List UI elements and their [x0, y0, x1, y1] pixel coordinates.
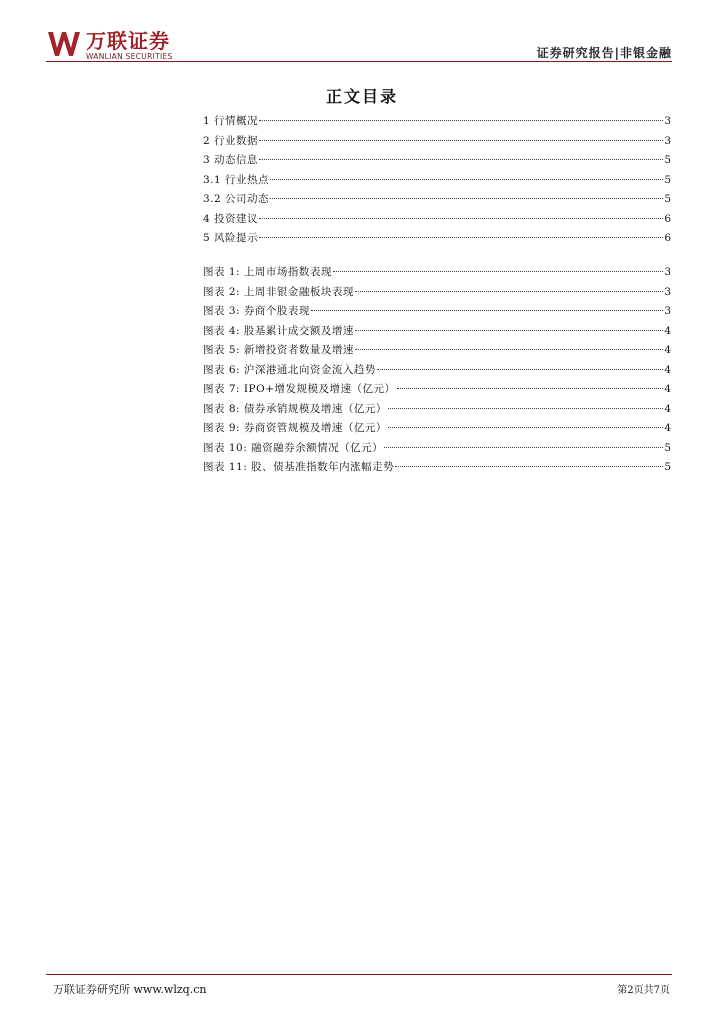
dot-leader	[333, 271, 663, 272]
logo-english-name: WANLIAN SECURITIES	[86, 52, 173, 61]
figure-entry-page: 4	[664, 324, 671, 337]
figure-entry-page: 5	[664, 461, 671, 473]
logo-chinese-name: 万联证券	[86, 29, 170, 53]
figure-entry-page: 4	[664, 344, 671, 356]
dot-leader	[355, 291, 663, 292]
toc-entry-label: 3.1 行业热点	[203, 173, 270, 186]
figure-entry-page: 5	[664, 441, 671, 454]
figure-entry-page: 4	[664, 402, 671, 415]
toc-entry[interactable]	[203, 172, 671, 192]
toc-entry-label: 5 风险提示	[203, 232, 259, 244]
toc-entry[interactable]	[203, 113, 671, 133]
toc-entry-page: 3	[664, 115, 671, 127]
figure-entry-label: 图表 3: 券商个股表现	[203, 305, 310, 317]
footer-divider	[46, 974, 672, 975]
toc-entry-label: 1 行情概况	[203, 115, 259, 127]
toc-entry[interactable]	[203, 133, 671, 153]
figure-entry-label: 图表 10: 融资融券余额情况（亿元）	[203, 441, 384, 454]
figure-entry[interactable]	[203, 303, 671, 323]
figure-entry[interactable]	[203, 440, 671, 460]
toc-entry[interactable]	[203, 152, 671, 172]
dot-leader	[355, 349, 663, 350]
dot-leader	[384, 447, 663, 448]
header-divider	[46, 61, 672, 62]
figure-entry[interactable]	[203, 459, 671, 479]
dot-leader	[259, 237, 663, 238]
toc-entry-page: 5	[664, 193, 671, 205]
figure-entry-label: 图表 7: IPO+增发规模及增速（亿元）	[203, 383, 396, 395]
page-number: 第2页共7页	[617, 985, 670, 996]
figure-entry-label: 图表 4: 股基累计成交额及增速	[203, 324, 354, 337]
dot-leader	[259, 218, 663, 219]
dot-leader	[270, 198, 663, 199]
report-type-label: 证券研究报告|非银金融	[536, 46, 672, 60]
toc-entry[interactable]	[203, 230, 671, 250]
figure-entry-label: 图表 9: 券商资管规模及增速（亿元）	[203, 422, 387, 434]
figure-entry-page: 3	[664, 305, 671, 317]
figure-entry-page: 3	[664, 266, 671, 278]
toc-entry[interactable]	[203, 191, 671, 211]
dot-leader	[395, 466, 663, 467]
toc-entry-label: 4 投资建议	[203, 212, 259, 225]
footer-source: 万联证券研究所 www.wlzq.cn	[53, 983, 207, 996]
dot-leader	[311, 310, 663, 311]
toc-entry-page: 5	[664, 173, 671, 186]
dot-leader	[397, 388, 664, 389]
toc-entry-label: 2 行业数据	[203, 134, 259, 147]
toc-entry-label: 3 动态信息	[203, 154, 259, 166]
figure-entry[interactable]	[203, 401, 671, 421]
toc-entry-page: 3	[664, 134, 671, 147]
toc-entry-page: 6	[664, 212, 671, 225]
figure-entry[interactable]	[203, 420, 671, 440]
toc-entry-page: 5	[664, 154, 671, 166]
figure-entry[interactable]	[203, 342, 671, 362]
toc-entry-label: 3.2 公司动态	[203, 193, 270, 205]
figure-entry-label: 图表 2: 上周非银金融板块表现	[203, 285, 354, 298]
figure-entry[interactable]	[203, 284, 671, 304]
dot-leader	[377, 369, 663, 370]
page-header	[0, 0, 724, 70]
figure-list	[203, 264, 671, 479]
figure-entry[interactable]	[203, 381, 671, 401]
figure-entry-label: 图表 5: 新增投资者数量及增速	[203, 344, 354, 356]
figure-entry-page: 4	[664, 363, 671, 376]
dot-leader	[259, 120, 663, 121]
figure-entry[interactable]	[203, 264, 671, 284]
figure-entry-page: 3	[664, 285, 671, 298]
figure-entry[interactable]	[203, 362, 671, 382]
figure-entry-label: 图表 8: 债券承销规模及增速（亿元）	[203, 402, 387, 415]
figure-entry-page: 4	[664, 422, 671, 434]
dot-leader	[388, 427, 663, 428]
dot-leader	[259, 159, 663, 160]
figure-entry-page: 4	[664, 383, 671, 395]
company-logo	[46, 30, 173, 61]
page-title: 正文目录	[325, 87, 398, 106]
table-of-contents	[203, 113, 671, 250]
figure-entry[interactable]	[203, 323, 671, 343]
wanlian-logo-icon	[46, 30, 82, 58]
figure-entry-label: 图表 1: 上周市场指数表现	[203, 266, 332, 278]
dot-leader	[270, 179, 663, 180]
dot-leader	[388, 408, 663, 409]
toc-entry[interactable]	[203, 211, 671, 231]
figure-entry-label: 图表 11: 股、债基准指数年内涨幅走势	[203, 461, 395, 473]
figure-entry-label: 图表 6: 沪深港通北向资金流入趋势	[203, 363, 376, 376]
dot-leader	[259, 140, 663, 141]
dot-leader	[355, 330, 663, 331]
toc-entry-page: 6	[664, 232, 671, 244]
